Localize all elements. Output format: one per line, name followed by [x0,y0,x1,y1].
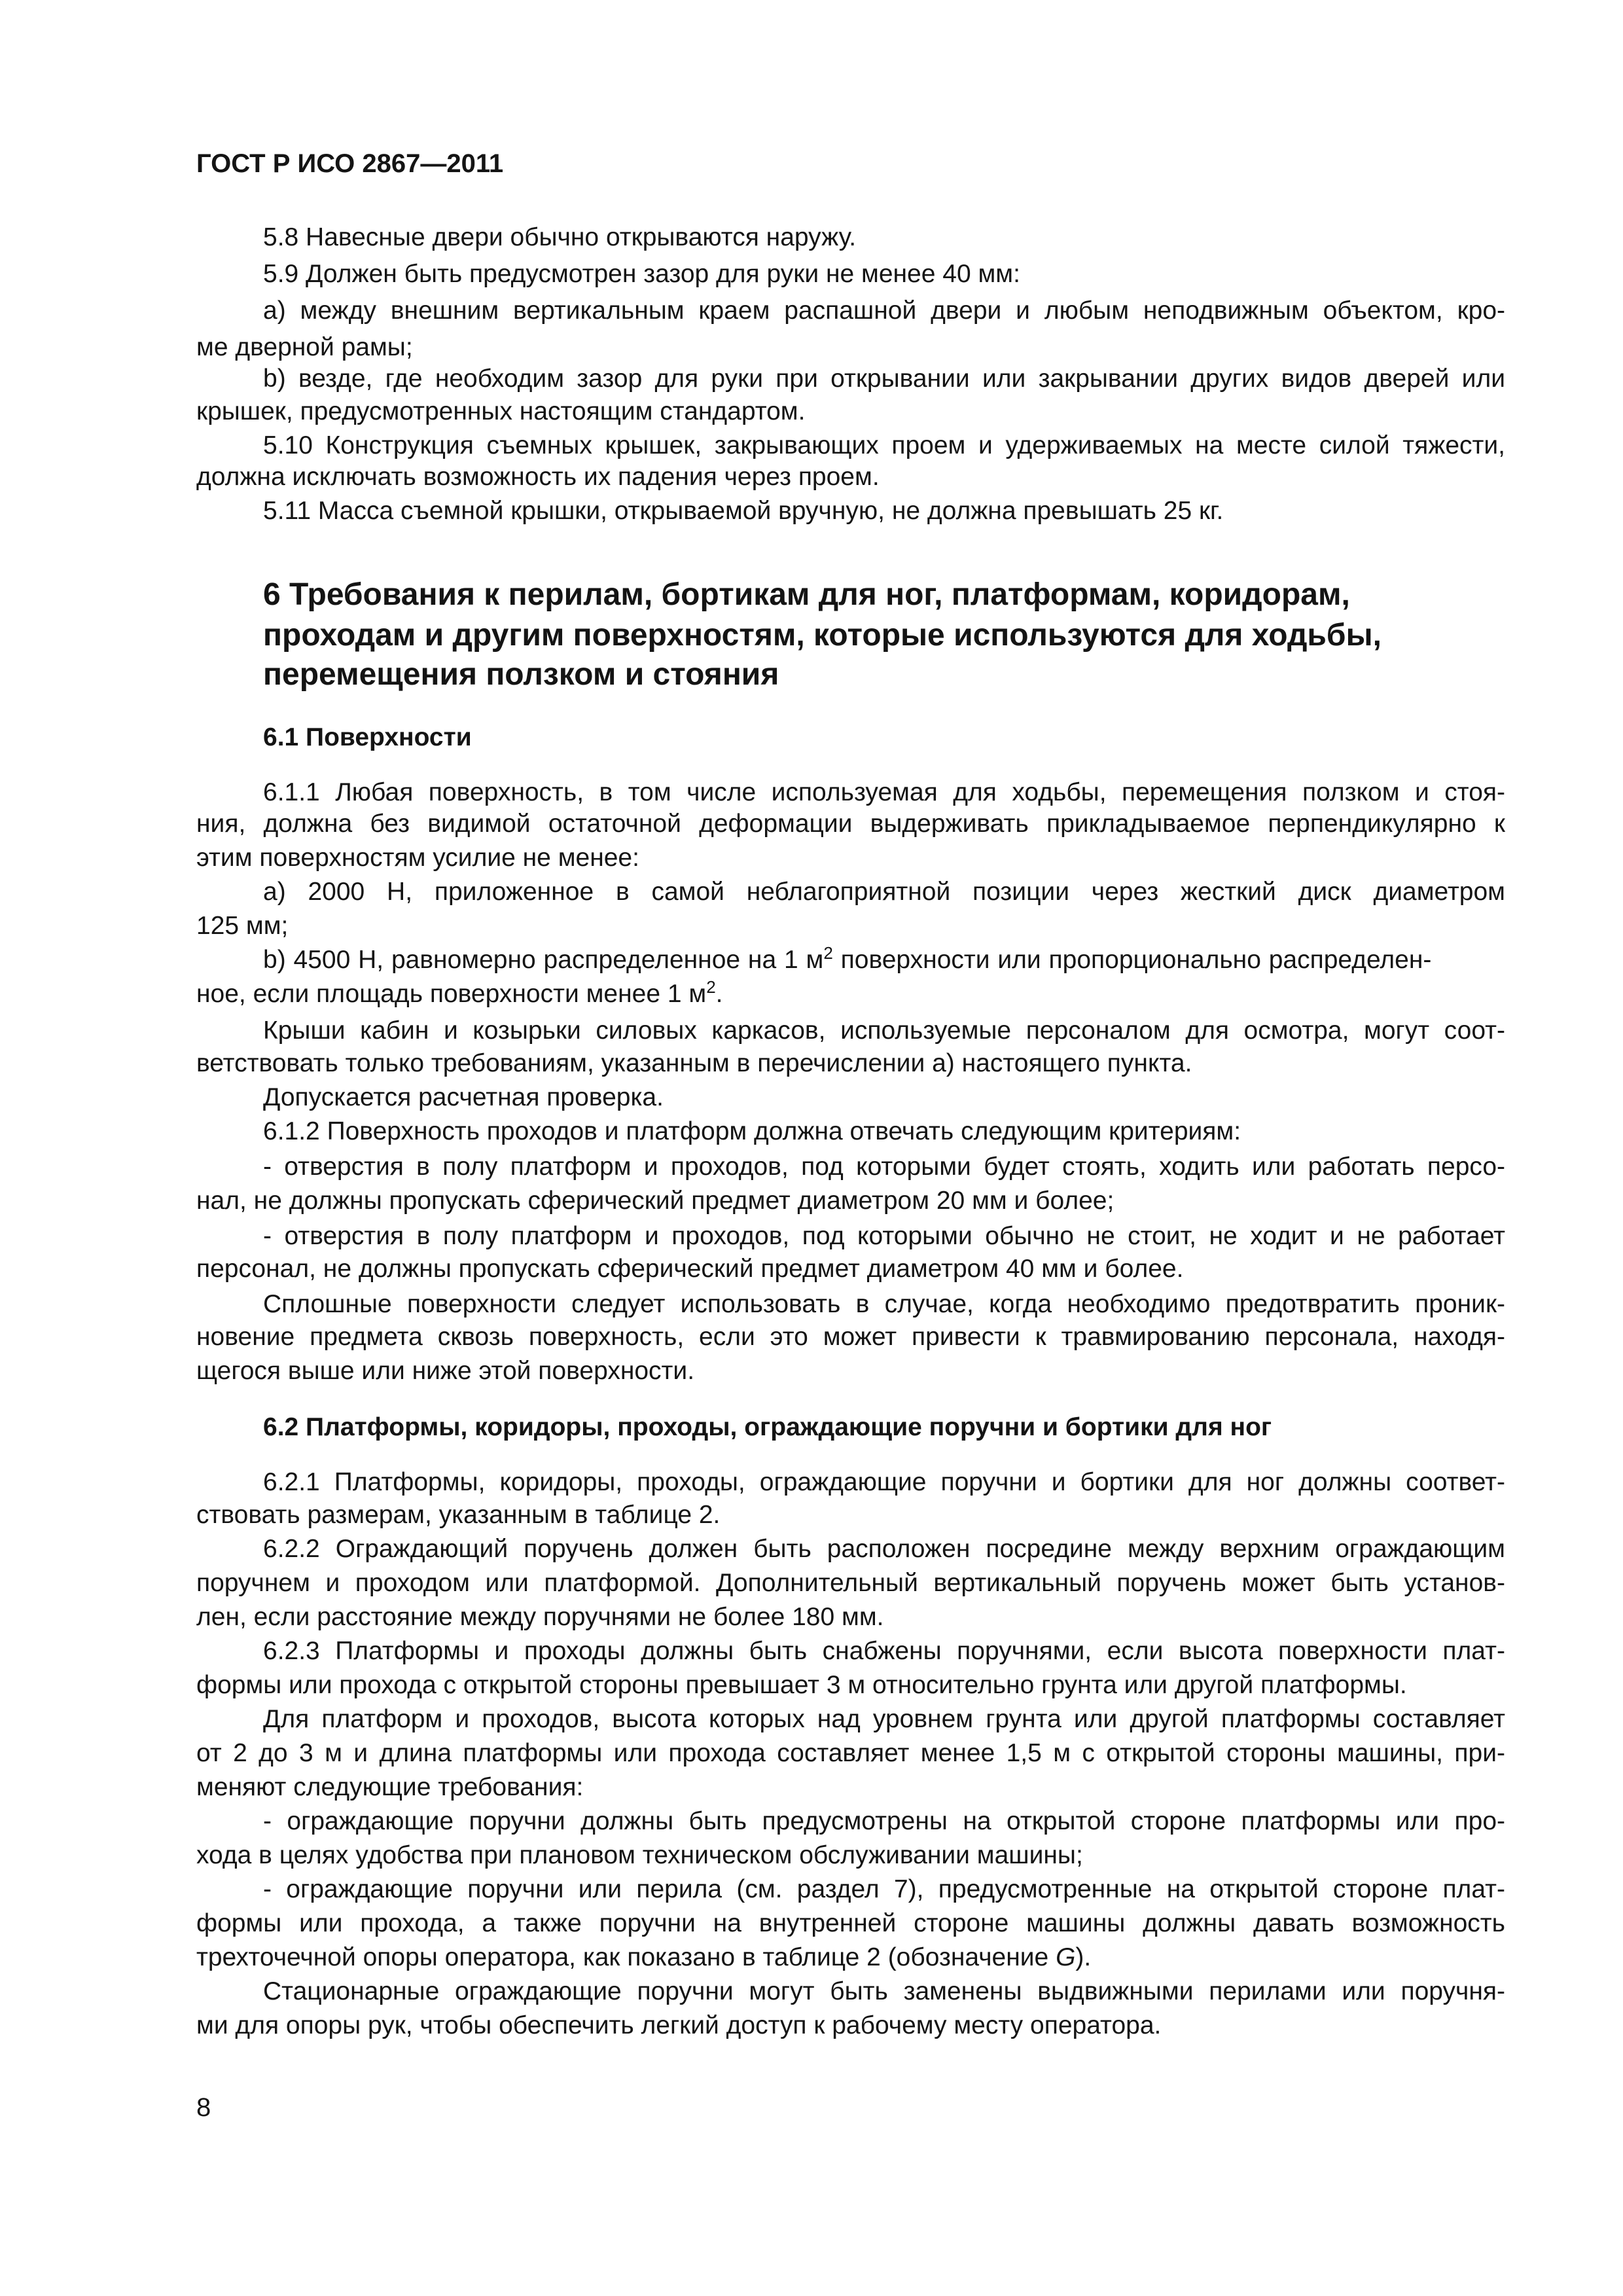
clause-6-1-1-a-line-2: 125 мм; [196,912,289,940]
clause-6-1-1-line-2: ния, должна без видимой остаточной деформации выдерживать прикладываемое перпендикулярно к [196,810,1505,838]
calculation-check-line: Допускается расчетная проверка. [263,1083,664,1111]
clause-6-1-2-item-1-line-2: нал, не должны пропускать сферический предмет диаметром 20 мм и более; [196,1187,1115,1215]
requirement-item-1-line-2: хода в целях удобства при плановом техническом обслуживании машины; [196,1841,1083,1869]
clause-5-9-b-line-2: крышек, предусмотренных настоящим стандартом. [196,397,806,425]
requirement-item-2-line-2: формы или прохода, а также поручни на внутренней стороне машины должны давать возможность [196,1909,1505,1937]
roofs-paragraph-line-1: Крыши кабин и козырьки силовых каркасов, используемые персоналом для осмотра, могут соот- [263,1016,1505,1045]
section-6-heading-line-3: перемещения ползком и стояния [263,657,779,692]
clause-6-1-1-b-line-1: b) 4500 Н, равномерно распределенное на 1 $м^2$ поверхности или пропорционально распределен- [263,943,1432,974]
solid-surfaces-line-3: щегося выше или ниже этой поверхности. [196,1357,695,1385]
platforms-paragraph-line-2: от 2 до 3 м и длина платформы или прохода составляет менее 1,5 м с открытой стороны машины, при- [196,1739,1505,1767]
roofs-paragraph-line-2: ветствовать только требованиям, указанным в перечислении а) настоящего пункта. [196,1049,1192,1077]
clause-5-8: 5.8 Навесные двери обычно открываются наружу. [263,223,857,251]
clause-6-1-1-line-3: этим поверхностям усилие не менее: [196,844,639,872]
clause-6-1-1-a-line-1: а) 2000 Н, приложенное в самой неблагоприятной позиции через жесткий диск диаметром [263,878,1505,906]
requirement-item-2-line-3: трехточечной опоры оператора, как показано в таблице 2 (обозначение G). [196,1943,1092,1971]
clause-6-2-2-line-2: поручнем и проходом или платформой. Дополнительный вертикальный поручень может быть установ- [196,1569,1505,1597]
stationary-handrails-line-1: Стационарные ограждающие поручни могут быть заменены выдвижными перилами или поручня- [263,1977,1505,2005]
clause-5-9: 5.9 Должен быть предусмотрен зазор для руки не менее 40 мм: [263,260,1020,288]
clause-6-2-1-line-1: 6.2.1 Платформы, коридоры, проходы, ограждающие поручни и бортики для ног должны соответ- [263,1468,1505,1496]
section-6-heading-line-1: 6 Требования к перилам, бортикам для ног, платформам, коридорам, [263,577,1350,612]
designation-g: G [1056,1943,1076,1971]
requirement-item-1-line-1: - ограждающие поручни должны быть предусмотрены на открытой стороне платформы или про- [263,1807,1505,1835]
clause-6-2-3-line-1: 6.2.3 Платформы и проходы должны быть снабжены поручнями, если высота поверхности плат- [263,1637,1505,1665]
platforms-paragraph-line-3: меняют следующие требования: [196,1773,584,1801]
superscript-2: 2 [823,943,833,963]
clause-6-1-2-item-2-line-2: персонал, не должны пропускать сферический предмет диаметром 40 мм и более. [196,1255,1184,1283]
stationary-handrails-line-2: ми для опоры рук, чтобы обеспечить легкий доступ к рабочему месту оператора. [196,2011,1162,2039]
clause-6-2-2-line-3: лен, если расстояние между поручнями не более 180 мм. [196,1603,884,1631]
clause-6-1-1-b-line-2: ное, если площадь поверхности менее 1 $м^2$. [196,977,723,1008]
clause-6-1-2-item-1-line-1: - отверстия в полу платформ и проходов, под которыми будет стоять, ходить или работать персо- [263,1153,1505,1181]
clause-6-2-3-line-2: формы или прохода с открытой стороны превышает 3 м относительно грунта или другой платформы. [196,1671,1407,1699]
solid-surfaces-line-1: Сплошные поверхности следует использовать в случае, когда необходимо предотвратить проник- [263,1290,1505,1318]
document-header: ГОСТ Р ИСО 2867—2011 [196,149,504,178]
page-number: 8 [196,2093,211,2122]
solid-surfaces-line-2: новение предмета сквозь поверхность, если это может привести к травмированию персонала, находя- [196,1323,1505,1351]
clause-5-10-line-2: должна исключать возможность их падения через проем. [196,463,880,491]
clause-5-9-a-line-2: ме дверной рамы; [196,333,413,361]
clause-6-1-1-line-1: 6.1.1 Любая поверхность, в том числе используемая для ходьбы, перемещения ползком и стоя- [263,778,1505,806]
clause-6-1-2-item-2-line-1: - отверстия в полу платформ и проходов, под которыми обычно не стоит, не ходит и не работает [263,1222,1505,1250]
section-6-heading-line-2: проходам и другим поверхностям, которые используются для ходьбы, [263,618,1382,653]
clause-5-11: 5.11 Масса съемной крышки, открываемой вручную, не должна превышать 25 кг. [263,497,1224,525]
clause-5-10-line-1: 5.10 Конструкция съемных крышек, закрывающих проем и удерживаемых на месте силой тяжести, [263,431,1505,459]
superscript-2: 2 [706,977,716,997]
clause-6-2-2-line-1: 6.2.2 Ограждающий поручень должен быть расположен посредине между верхним ограждающим [263,1535,1505,1563]
clause-5-9-a-line-1: а) между внешним вертикальным краем распашной двери и любым неподвижным объектом, кро- [263,296,1505,325]
clause-6-2-1-line-2: ствовать размерам, указанным в таблице 2. [196,1501,721,1529]
subsection-6-2-heading: 6.2 Платформы, коридоры, проходы, ограждающие поручни и бортики для ног [263,1413,1272,1441]
clause-5-9-b-line-1: b) везде, где необходим зазор для руки при открывании или закрывании других видов дверей или [263,365,1505,393]
requirement-item-2-line-1: - ограждающие поручни или перила (см. раздел 7), предусмотренные на открытой стороне плат- [263,1875,1505,1903]
subsection-6-1-heading: 6.1 Поверхности [263,723,472,751]
clause-6-1-2: 6.1.2 Поверхность проходов и платформ должна отвечать следующим критериям: [263,1117,1241,1145]
platforms-paragraph-line-1: Для платформ и проходов, высота которых над уровнем грунта или другой платформы составляет [263,1705,1505,1733]
